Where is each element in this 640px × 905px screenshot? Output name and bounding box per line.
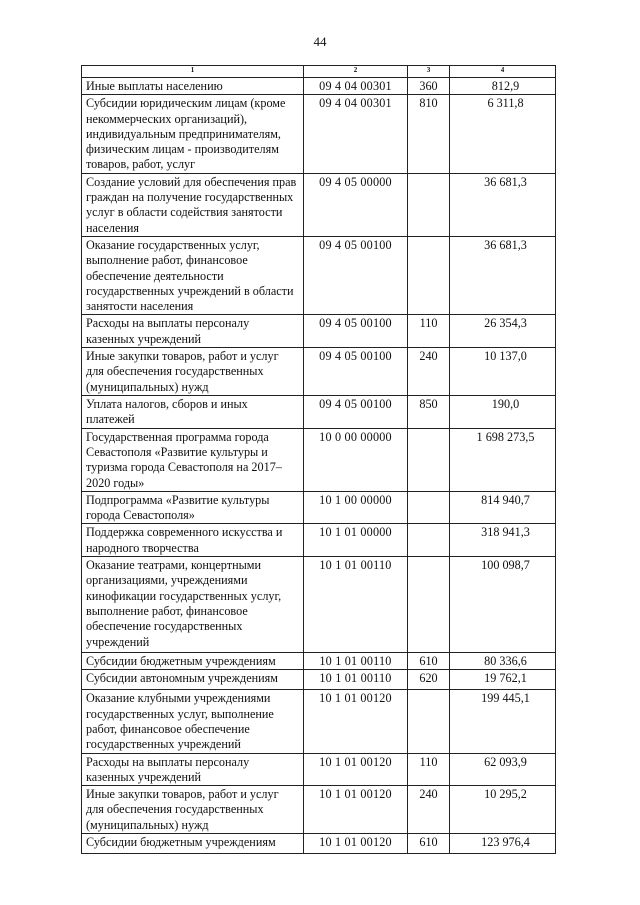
cell-code: 09 4 05 00100 — [304, 396, 408, 429]
cell-name: Иные закупки товаров, работ и услуг для обеспечения государственных (муниципальных) нужд — [82, 348, 304, 396]
cell-name: Субсидии бюджетным учреждениям — [82, 833, 304, 853]
budget-table — [81, 65, 556, 854]
cell-amount: 190,0 — [450, 396, 556, 429]
cell-code: 09 4 05 00100 — [304, 348, 408, 396]
cell-code: 10 0 00 00000 — [304, 428, 408, 491]
cell-amount: 199 445,1 — [450, 690, 556, 753]
header-col-3: 3 — [408, 66, 450, 78]
cell-name: Уплата налогов, сборов и иных платежей — [82, 396, 304, 429]
cell-amount: 814 940,7 — [450, 491, 556, 524]
cell-code: 09 4 05 00100 — [304, 315, 408, 348]
cell-amount: 80 336,6 — [450, 653, 556, 670]
table-header-row — [82, 66, 556, 78]
cell-name: Расходы на выплаты персоналу казенных учреждений — [82, 315, 304, 348]
cell-name: Расходы на выплаты персоналу казенных учреждений — [82, 753, 304, 786]
cell-amount: 10 137,0 — [450, 348, 556, 396]
table-row — [82, 833, 556, 853]
cell-expense-type — [408, 236, 450, 314]
cell-code: 10 1 01 00000 — [304, 524, 408, 557]
cell-code: 09 4 05 00000 — [304, 173, 408, 236]
cell-code: 10 1 01 00120 — [304, 786, 408, 834]
table-row — [82, 753, 556, 786]
cell-name: Оказание театрами, концертными организациями, учреждениями кинофикации государственных услуг, выполнение работ, финансовое обеспечение государственных учреждений — [82, 557, 304, 653]
cell-expense-type: 610 — [408, 833, 450, 853]
cell-expense-type: 610 — [408, 653, 450, 670]
cell-expense-type — [408, 428, 450, 491]
cell-name: Поддержка современного искусства и народного творчества — [82, 524, 304, 557]
cell-name: Государственная программа города Севастополя «Развитие культуры и туризма города Севастополя на 2017–2020 годы» — [82, 428, 304, 491]
table-row — [82, 653, 556, 670]
header-col-2: 2 — [304, 66, 408, 78]
table-row — [82, 348, 556, 396]
cell-name: Оказание государственных услуг, выполнение работ, финансовое обеспечение деятельности государственных учреждений в области занятости населения — [82, 236, 304, 314]
table-row — [82, 236, 556, 314]
table-row — [82, 315, 556, 348]
cell-amount: 100 098,7 — [450, 557, 556, 653]
cell-amount: 6 311,8 — [450, 95, 556, 173]
table-row — [82, 524, 556, 557]
cell-name: Иные выплаты населению — [82, 78, 304, 95]
cell-amount: 123 976,4 — [450, 833, 556, 853]
table-row — [82, 690, 556, 753]
cell-code: 09 4 04 00301 — [304, 78, 408, 95]
table-row — [82, 95, 556, 173]
cell-name: Подпрограмма «Развитие культуры города Севастополя» — [82, 491, 304, 524]
cell-name: Иные закупки товаров, работ и услуг для обеспечения государственных (муниципальных) нужд — [82, 786, 304, 834]
cell-code: 10 1 01 00110 — [304, 557, 408, 653]
cell-expense-type: 110 — [408, 753, 450, 786]
cell-name: Создание условий для обеспечения прав граждан на получение государственных услуг в области содействия занятости населения — [82, 173, 304, 236]
cell-expense-type: 240 — [408, 786, 450, 834]
cell-code: 09 4 05 00100 — [304, 236, 408, 314]
cell-name: Оказание клубными учреждениями государственных услуг, выполнение работ, финансовое обеспечение государственных учреждений — [82, 690, 304, 753]
table-row — [82, 557, 556, 653]
cell-code: 09 4 04 00301 — [304, 95, 408, 173]
cell-expense-type — [408, 524, 450, 557]
cell-code: 10 1 01 00110 — [304, 653, 408, 670]
cell-expense-type: 240 — [408, 348, 450, 396]
budget-table-body — [82, 66, 556, 854]
cell-amount: 19 762,1 — [450, 670, 556, 690]
cell-expense-type: 620 — [408, 670, 450, 690]
cell-expense-type: 110 — [408, 315, 450, 348]
cell-amount: 318 941,3 — [450, 524, 556, 557]
header-col-1: 1 — [82, 66, 304, 78]
cell-code: 10 1 01 00120 — [304, 753, 408, 786]
cell-expense-type — [408, 491, 450, 524]
cell-amount: 10 295,2 — [450, 786, 556, 834]
cell-expense-type: 810 — [408, 95, 450, 173]
cell-expense-type: 360 — [408, 78, 450, 95]
cell-expense-type — [408, 690, 450, 753]
table-row — [82, 786, 556, 834]
table-row — [82, 396, 556, 429]
page-number: 44 — [313, 34, 327, 49]
cell-amount: 1 698 273,5 — [450, 428, 556, 491]
cell-expense-type — [408, 557, 450, 653]
table-row — [82, 491, 556, 524]
cell-name: Субсидии автономным учреждениям — [82, 670, 304, 690]
cell-amount: 812,9 — [450, 78, 556, 95]
cell-name: Субсидии бюджетным учреждениям — [82, 653, 304, 670]
cell-amount: 36 681,3 — [450, 236, 556, 314]
cell-code: 10 1 01 00120 — [304, 833, 408, 853]
cell-amount: 26 354,3 — [450, 315, 556, 348]
table-row — [82, 78, 556, 95]
cell-amount: 36 681,3 — [450, 173, 556, 236]
cell-expense-type: 850 — [408, 396, 450, 429]
table-row — [82, 428, 556, 491]
cell-code: 10 1 01 00120 — [304, 690, 408, 753]
table-row — [82, 670, 556, 690]
cell-code: 10 1 00 00000 — [304, 491, 408, 524]
cell-code: 10 1 01 00110 — [304, 670, 408, 690]
cell-amount: 62 093,9 — [450, 753, 556, 786]
cell-name: Субсидии юридическим лицам (кроме некоммерческих организаций), индивидуальным предпринимателям, физическим лицам - производителям товаров, работ, услуг — [82, 95, 304, 173]
cell-expense-type — [408, 173, 450, 236]
header-col-4: 4 — [450, 66, 556, 78]
table-row — [82, 173, 556, 236]
